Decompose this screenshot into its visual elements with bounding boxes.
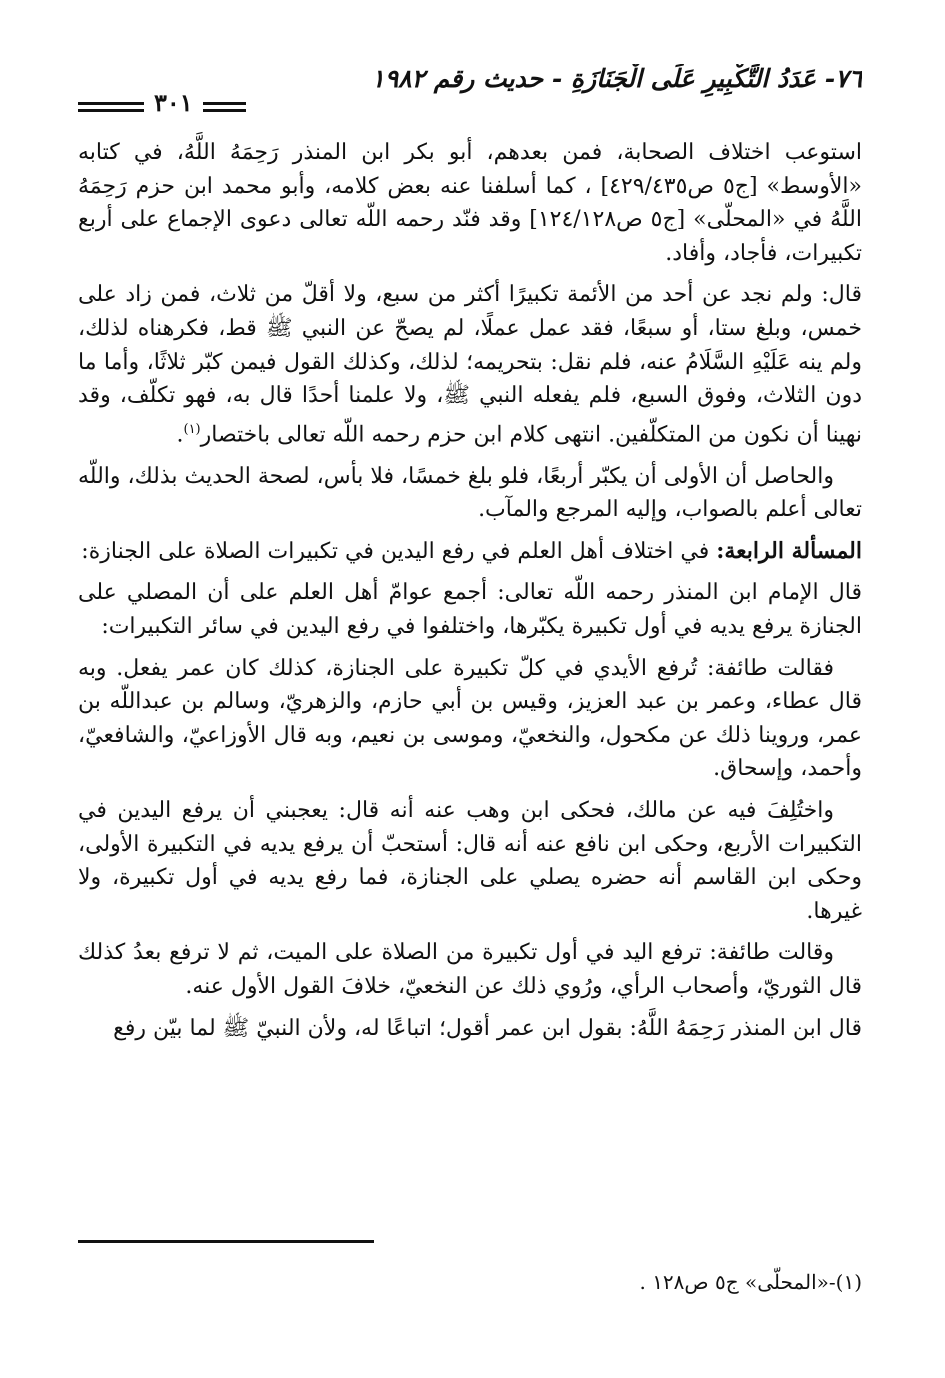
book-page: [78, 48, 862, 1348]
running-header: ٧٦- عَدَدُ التَّكْبِيرِ عَلَى الْجَنَازَةِ - حديث رقم ١٩٨٢: [371, 64, 862, 93]
paragraph-tail: .: [176, 422, 184, 448]
paragraph-text: والحاصل أن الأولى أن يكبّر أربعًا، فلو بلغ خمسًا، فلا بأس، لصحة الحديث بذلك، واللّه تعالى أعلم بالصواب، وإليه المرجع والمآب.: [78, 463, 862, 523]
section-heading: المسألة الرابعة:: [716, 537, 862, 564]
body-text: [78, 136, 862, 1053]
paragraph-text: قال: ولم نجد عن أحد من الأئمة تكبيرًا أكثر من سبع، ولا أقلّ من ثلاث، فمن زاد على خمس، وبلغ ستا، أو سبعًا، فقد عمل عملًا، لم يصحّ عن النبي ﷺ قط، فكرهناه لذلك، ولم ينه عَلَيْهِ السَّلَامُ عنه، فلم نقل: بتحريمه؛ لذلك، وكذلك القول فيمن كبّر ثلاثًا، وأما ما دون الثلاث، وفوق السبع، فلم يفعله النبي ﷺ، ولا علمنا أحدًا قال به، فهو تكلّف، وقد نهينا أن نكون من المتكلّفين. انتهى كلام ابن حزم رحمه اللّه تعالى باختصار: [78, 282, 862, 448]
paragraph: [78, 278, 862, 451]
paragraph-text: فقالت طائفة: تُرفع الأيدي في كلّ تكبيرة على الجنازة، كذلك كان عمر يفعل. وبه قال عطاء، وعمر بن عبد العزيز، وقيس بن أبي حازم، والزهريّ، وسالم بن عبداللّه بن عمر، وروينا ذلك عن مكحول، والنخعيّ، وموسى بن نعيم، وبه قال الأوزاعيّ، والشافعيّ، وأحمد، وإسحاق.: [78, 655, 862, 782]
paragraph: [78, 652, 862, 786]
paragraph-text: قال الإمام ابن المنذر رحمه اللّه تعالى: أجمع عوامّ أهل العلم على أن المصلي على الجنازة يرفع يديه في أول تكبيرة يكبّرها، واختلفوا في رفع اليدين في سائر التكبيرات:: [78, 580, 862, 640]
paragraph: [78, 1012, 862, 1046]
paragraph: [78, 136, 862, 270]
paragraph-text: استوعب اختلاف الصحابة، فمن بعدهم، أبو بكر ابن المنذر رَحِمَهُ اللَّهُ، في كتابه «الأوسط» [ج٥ ص٤٢٩/٤٣٥] ، كما أسلفنا عنه بعض كلامه، وأبو محمد ابن حزم رَحِمَهُ اللَّهُ في «المحلّى» [ج٥ ص١٢٤/١٢٨] وقد فنّد رحمه اللّه تعالى دعوى الإجماع على أربع تكبيرات، فأجاد، وأفاد.: [78, 140, 863, 266]
footnote-separator: [78, 1240, 374, 1243]
paragraph: [78, 535, 862, 569]
paragraph-text: في اختلاف أهل العلم في رفع اليدين في تكبيرات الصلاة على الجنازة:: [81, 538, 717, 564]
paragraph: [78, 794, 862, 928]
paragraph-text: واختُلِفَ فيه عن مالك، فحكى ابن وهب عنه أنه قال: يعجبني أن يرفع اليدين في التكبيرات الأربع، وحكى ابن نافع عنه أنه قال: أستحبّ أن يرفع يديه في التكبيرة الأولى، وحكى ابن القاسم أنه حضره يصلي على الجنازة، فما رفع يديه في أول تكبيرة، ولا غيرها.: [78, 798, 862, 924]
paragraph-text: قال ابن المنذر رَحِمَهُ اللَّهُ: بقول ابن عمر أقول؛ اتباعًا له، ولأن النبيّ ﷺ لما بيّن رفع: [113, 1015, 862, 1041]
paragraph: [78, 576, 862, 643]
paragraph: [78, 936, 862, 1003]
paragraph: [78, 460, 862, 527]
footnote: (١)-«المحلّى» ج٥ ص١٢٨ .: [639, 1270, 862, 1294]
footnote-marker: (١): [183, 421, 201, 437]
paragraph-text: وقالت طائفة: ترفع اليد في أول تكبيرة من الصلاة على الميت، ثم لا ترفع بعدُ كذلك قال الثوريّ، وأصحاب الرأي، ورُوي ذلك عن النخعيّ، خلافَ القول الأول عنه.: [78, 940, 862, 999]
page-number: ٣٠١: [144, 88, 203, 117]
